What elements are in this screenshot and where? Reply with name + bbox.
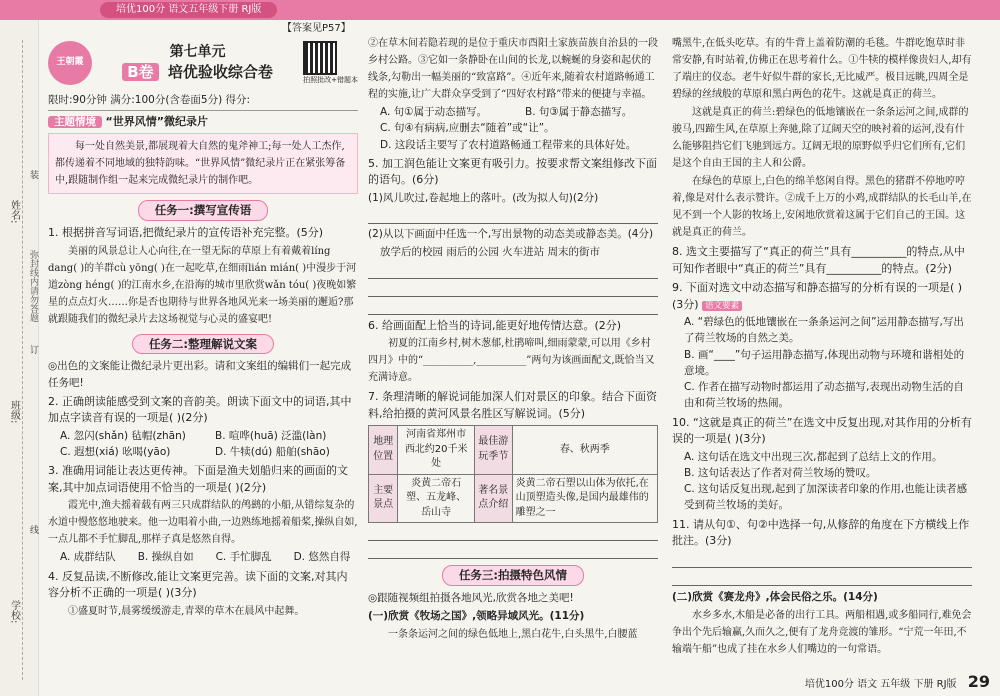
passage-para-3: 在绿色的草原上,白色的绵羊悠闲自得。黑色的猪群不停地哼哼着,像是对什么表示赞许。②成千上万的小鸡,成群结队的长毛山羊,在见不到一个人影的牧场上,安闲地欣赏着这属于它们自己的王国。这就是真正的荷兰。: [672, 176, 972, 238]
q2-option-d[interactable]: D. 牛犊(dú) 船舶(shāo): [215, 446, 330, 459]
brand-logo: 王朝霞: [48, 41, 92, 85]
passage-para-2: 这就是真正的荷兰:碧绿色的低地镶嵌在一条条运河之间,成群的骏马,四蹄生风,在草原上奔驰,除了辽阔天空的映衬着的运河,没有什么能够阻挡它们飞驰到远方。辽阔无垠的原野似乎归它们所有,它们是这个自由王国的主人和公爵。: [672, 107, 969, 169]
question-2: 2. 正确朗读能感受到文案的音韵美。朗读下面文中的词语,其中加点字读音有误的一项是( )(2分): [48, 394, 352, 425]
q3-option-b[interactable]: B. 操纵自如: [137, 551, 194, 564]
key-element-badge: 语文要素: [702, 301, 742, 311]
passage-para-1: 嘴黑牛,在低头吃草。有的牛背上盖着防潮的毛毯。牛群吃饱草时非常安静,有时站着,仿佛正在思考着什么。①牛犊的模样像贵妇人,却有了端庄的仪态。老牛好似牛群的家长,无比威严。极目远眺,四周全是碧绿的丝绒般的草原和黑白两色的花牛。这就是真正的荷兰。: [672, 38, 972, 100]
question-7: 7. 条理清晰的解说词能加深人们对景区的印象。结合下面资料,给拍摄的黄河风景名胜区写解说词。(5分): [368, 390, 657, 420]
q4-option-b[interactable]: B. 句③属于静态描写。: [525, 106, 633, 118]
question-3: 3. 准确用词能让表达更传神。下面是渔夫划船归来的画面的文案,其中加点词语使用不恰当的一项是( )(2分): [48, 464, 348, 494]
task1-heading: 任务一:撰写宣传语: [138, 200, 269, 221]
section-2-passage: 水乡多水,木船是必备的出行工具。两船相遇,或多船同行,难免会争出个先后输赢,久而久之,便有了龙舟竞渡的雏形。“宁荒一年田,不输端午船”也成了挂在水乡人们嘴边的一句常语。: [672, 609, 972, 655]
qr-caption: 拍照批改+错题本: [303, 75, 358, 84]
footer-text: 培优100分 语文 五年级 下册 RJ版: [804, 679, 957, 690]
q2-option-b[interactable]: B. 喧哗(huā) 泛滥(làn): [215, 429, 327, 442]
q11-answer-line-2[interactable]: [672, 570, 972, 586]
q3-passage: 霞光中,渔夫摇着载有两三只成群结队的鸬鹚的小船,从错综复杂的水道中慢悠悠地驶来。他一边唱着小曲,一边熟练地摇着船桨,操纵自如,一点儿都不手忙脚乱,那样子真是悠然自得。: [48, 500, 358, 546]
class-label: 班级:: [8, 400, 20, 424]
q5-2-answer-line-3[interactable]: [368, 299, 658, 315]
q4-passage-start: ①盛夏时节,晨雾缓缓游走,青翠的草木在晨风中起舞。: [68, 605, 305, 617]
seal-mark-2: 订: [28, 345, 39, 354]
exam-meta: 限时:90分钟 满分:100分(含卷面5分) 得分:: [48, 92, 358, 111]
question-10: 10. “这就是真正的荷兰”在选文中反复出现,对其作用的分析有误的一项是( )(3分): [672, 415, 972, 446]
table-cell: 主要景点: [369, 474, 398, 523]
theme-label: 主题情境: [48, 116, 102, 128]
paper-title: 培优验收综合卷: [167, 63, 273, 82]
question-9: [672, 280, 972, 313]
q10-option-c[interactable]: C. 这句话反复出现,起到了加深读者印象的作用,也能让读者感受到荷兰牧场的美好。: [684, 483, 968, 512]
table-cell: 著名景点介绍: [474, 474, 512, 523]
seal-note: 弥封线内请勿答题: [28, 250, 39, 322]
q10-option-a[interactable]: A. 这句话在选文中出现三次,都起到了总结上文的作用。: [684, 450, 943, 463]
book-band: 培优100分 语文五年级下册 RJ版: [100, 2, 277, 18]
seal-mark-3: 线: [28, 525, 39, 534]
q9-option-c[interactable]: C. 作者在描写动物时都运用了动态描写,表现出动物生活的自由和荷兰牧场的热闹。: [684, 381, 964, 410]
q4-option-d[interactable]: D. 这段话主要写了农村道路畅通工程带来的具体好处。: [380, 138, 637, 151]
task3-hint: ◎跟随视频组拍摄各地风光,欣赏各地之美吧!: [368, 591, 574, 604]
qr-code[interactable]: [303, 41, 337, 75]
unit-title: 第七单元: [169, 43, 226, 60]
question-11: 11. 请从句①、句②中选择一句,从修辞的角度在下方横线上作批注。(3分): [672, 517, 970, 548]
q5-2-answer-line-2[interactable]: [368, 281, 658, 297]
q7-answer-line-1[interactable]: [368, 525, 658, 541]
scenic-info-table: [368, 425, 658, 523]
q3-option-d[interactable]: D. 悠然自得: [293, 551, 351, 564]
binding-margin: [0, 20, 39, 696]
question-4: 4. 反复品读,不断修改,能让文案更完善。读下面的文案,对其内容分析不正确的一项是( )(3分): [48, 569, 348, 600]
q7-answer-line-2[interactable]: [368, 543, 658, 559]
volume-badge: B卷: [122, 63, 158, 81]
page-footer: [700, 670, 990, 693]
column-1: [48, 34, 358, 621]
q6-passage: 初夏的江南乡村,树木葱郁,杜鹃啼叫,细雨蒙蒙,可以用《乡村四月》中的“__________,__________”两句为该画面配文,既恰当又充满诗意。: [368, 338, 655, 384]
question-8: 8. 选文主要描写了“真正的荷兰”具有__________的特点,从中可知作者眼中“真正的荷兰”具有__________的特点。(2分): [672, 245, 965, 275]
q5-part-2: (2)从以下画面中任选一个,写出景物的动态美或静态美。(4分): [368, 228, 654, 241]
q4-option-c[interactable]: C. 句④有病病,应删去“随着”或“让”。: [380, 122, 555, 135]
question-9-text: 9. 下面对选文中动态描写和静态描写的分析有误的一项是( )(3分): [672, 281, 963, 311]
school-label: 学校:: [8, 600, 20, 624]
q5-1-answer-line[interactable]: [368, 208, 658, 224]
q9-option-a[interactable]: A. “碧绿色的低地镶嵌在一条条运河之间”运用静态描写,写出了荷兰牧场的自然之美。: [684, 316, 964, 345]
theme-text: 每一处自然美景,都展现着大自然的鬼斧神工;每一处人工杰作,都传递着不同地域的独特韵味。“世界风情”微纪录片正在紧张筹备中,跟随制作组一起来完成微纪录片的制作吧。: [48, 133, 358, 194]
q4-option-a[interactable]: A. 句①属于动态描写。: [380, 106, 488, 118]
q3-option-c[interactable]: C. 手忙脚乱: [215, 551, 272, 564]
question-5: 5. 加工润色能让文案更有吸引力。按要求帮文案组修改下面的语句。(6分): [368, 156, 657, 187]
question-6: 6. 给画面配上恰当的诗词,能更好地传情达意。(2分): [368, 318, 622, 332]
question-1: 1. 根据拼音写词语,把微纪录片的宣传语补充完整。(5分): [48, 226, 324, 240]
section-2-title: (二)欣赏《赛龙舟》,体会民俗之乐。(14分): [672, 590, 878, 603]
name-label: 姓名:: [8, 200, 20, 224]
seal-line: [22, 40, 23, 680]
answer-ref: 【答案见P57】: [282, 23, 351, 34]
table-cell: 春、秋两季: [512, 426, 657, 475]
seal-mark-1: 装: [28, 170, 39, 179]
task2-heading: 任务二:整理解说文案: [132, 334, 274, 355]
q4-passage-cont: ②在草木间若隐若现的是位于重庆市酉阳土家族苗族自治县的一段乡村公路。③它如一条静卧在山间的长龙,以蜿蜒的身姿和起伏的线条,勾勒出一幅美丽的“致富路”。④近年来,随着农村道路畅通工程的实施,让广大群众享受到了“四好农村路”带来的便捷与幸福。: [368, 38, 658, 100]
q1-passage: 美丽的风景总让人心向往,在一望无际的草原上有着戴着líng dang( )的羊群cù yōng( )在一起吃草,在细雨lián mián( )中漫步于河道zòng héng( )的江南水乡,在沿海的城市里欣赏wǎn tóu( )夜晚如繁星的点点灯火……你是否也期待与世界各地风光来一场美丽的邂逅?那就跟随我们的微纪录片去这场视觉与心灵的盛宴吧!: [48, 245, 357, 325]
q2-option-c[interactable]: C. 遐想(xiá) 吆喝(yāo): [60, 446, 171, 459]
q5-2-choices: 放学后的校园 雨后的公园 火车进站 周末的街市: [380, 246, 601, 259]
theme-title: “世界风情”微纪录片: [105, 115, 208, 129]
column-3: [672, 34, 972, 659]
q5-2-answer-line-1[interactable]: [368, 263, 658, 279]
q9-option-b[interactable]: B. 画“____”句子运用静态描写,体现出动物与环境和谐相处的意境。: [684, 348, 965, 377]
q10-option-b[interactable]: B. 这句话表达了作者对荷兰牧场的赞叹。: [684, 466, 877, 479]
q5-part-1: (1)风儿吹过,卷起地上的落叶。(改为拟人句)(2分): [368, 191, 599, 204]
table-cell: 炎黄二帝石塑以山体为依托,在山顶塑造头像,是国内最雄伟的雕塑之一: [512, 474, 657, 523]
table-cell: 河南省郑州市西北约20千米处: [398, 426, 475, 475]
column-2: [368, 34, 658, 644]
table-cell: 炎黄二帝石塑、五龙峰、岳山寺: [398, 474, 475, 523]
task3-heading: 任务三:拍摄特色风情: [442, 565, 584, 586]
page-number: 29: [967, 672, 990, 691]
q2-option-a[interactable]: A. 忽闪(shǎn) 毡帽(zhān): [60, 429, 186, 442]
q3-option-a[interactable]: A. 成群结队: [60, 551, 116, 564]
task2-hint: ◎出色的文案能让微纪录片更出彩。请和文案组的编辑们一起完成任务吧!: [48, 360, 352, 389]
section-1-title: (一)欣赏《牧场之国》,领略异域风光。(11分): [368, 610, 585, 623]
q11-answer-line-1[interactable]: [672, 552, 972, 568]
section-1-passage-start: 一条条运河之间的绿色低地上,黑白花牛,白头黑牛,白腰蓝: [388, 629, 638, 641]
table-cell: 最佳游玩季节: [474, 426, 512, 475]
table-cell: 地理位置: [369, 426, 398, 475]
